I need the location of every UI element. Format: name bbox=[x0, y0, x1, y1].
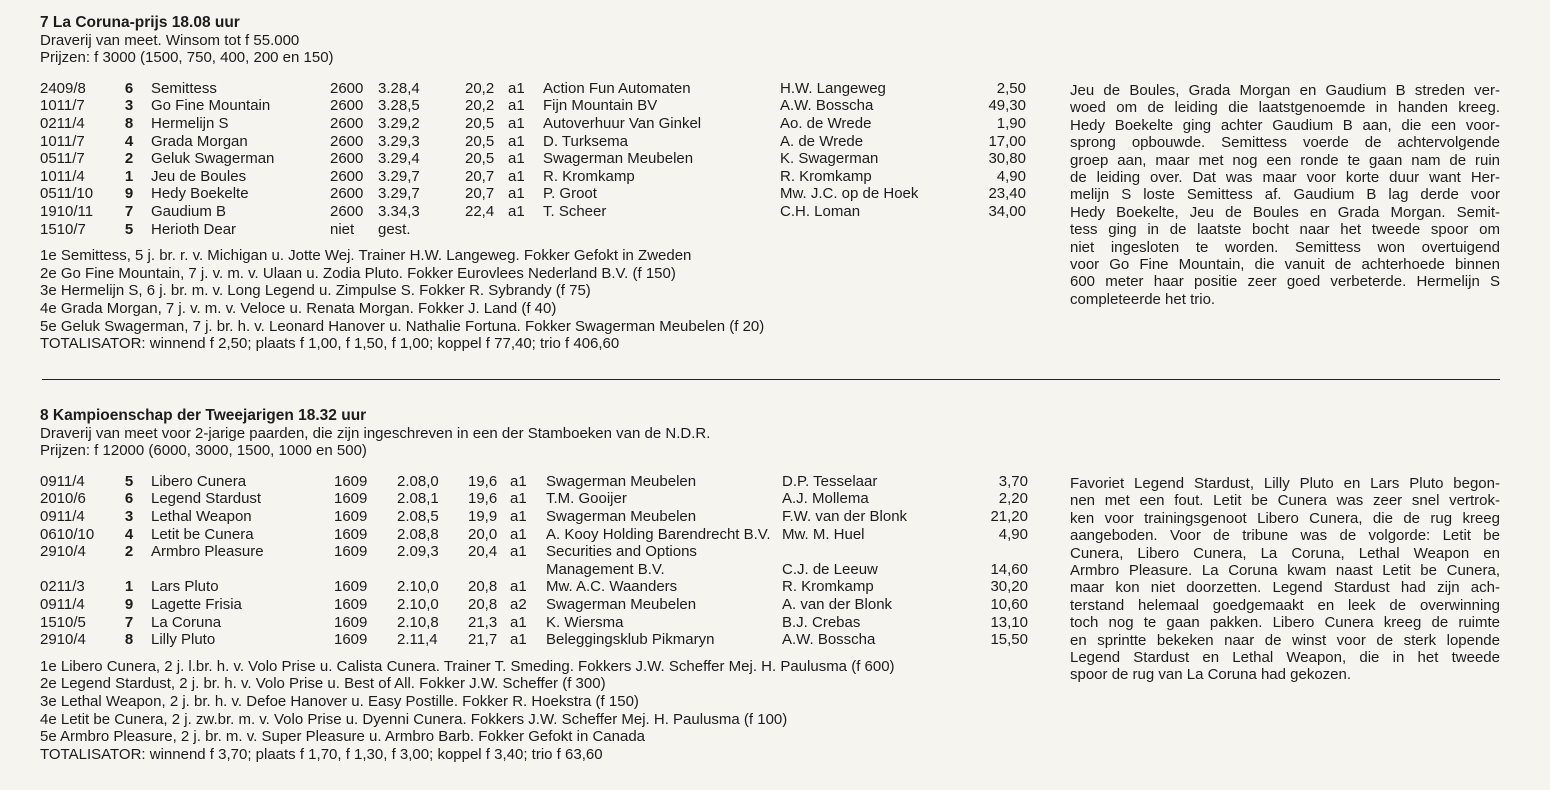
cell-cls: a2 bbox=[510, 595, 527, 613]
cell-horse: Jeu de Boules bbox=[151, 167, 247, 185]
cell-km: 22,4 bbox=[465, 202, 495, 220]
cell-time: 2.08,1 bbox=[397, 490, 439, 508]
report-line: Cunera, Libero Cunera, La Coruna, Lethal Weapon en bbox=[1070, 544, 1500, 562]
cell-odds: 49,30 bbox=[988, 97, 1026, 115]
cell-odds: 21,20 bbox=[990, 507, 1028, 525]
cell-horse: La Coruna bbox=[151, 613, 222, 631]
cell-driver: F.W. van der Blonk bbox=[782, 507, 908, 525]
race-report bbox=[1070, 82, 1500, 308]
cell-cls: a1 bbox=[510, 578, 527, 596]
cell-odds: 13,10 bbox=[990, 613, 1028, 631]
cell-km: 20,5 bbox=[465, 132, 495, 150]
cell-horse: Hedy Boekelte bbox=[151, 185, 249, 203]
cell-num: 7 bbox=[124, 202, 134, 220]
cell-time: 3.29,7 bbox=[378, 185, 420, 203]
cell-horse: Hermelijn S bbox=[151, 114, 229, 132]
cell-time: 3.28,4 bbox=[378, 79, 420, 97]
cell-cls: a1 bbox=[510, 631, 527, 649]
cell-horse: Semittess bbox=[151, 79, 217, 97]
cell-horse: Herioth Dear bbox=[151, 220, 237, 238]
cell-owner: Mw. A.C. Waanders bbox=[546, 578, 678, 596]
cell-time: 3.29,7 bbox=[378, 167, 420, 185]
cell-cls: a1 bbox=[508, 150, 525, 168]
cell-code: 1910/11 bbox=[40, 202, 94, 220]
cell-code: 1011/7 bbox=[40, 132, 85, 150]
cell-odds: 1,90 bbox=[996, 114, 1026, 132]
cell-time: 2.10,0 bbox=[397, 595, 439, 613]
cell-code: 0911/4 bbox=[40, 595, 85, 613]
cell-time: 2.08,8 bbox=[397, 525, 439, 543]
cell-cls: a1 bbox=[510, 507, 527, 525]
cell-driver: R. Kromkamp bbox=[780, 167, 872, 185]
cell-km: 20,8 bbox=[468, 578, 498, 596]
cell-owner: T.M. Gooijer bbox=[546, 490, 627, 508]
cell-num: 3 bbox=[124, 97, 134, 115]
cell-time: 2.10,8 bbox=[397, 613, 439, 631]
race-report bbox=[1070, 475, 1500, 684]
cell-horse: Grada Morgan bbox=[151, 132, 248, 150]
cell-km: 20,5 bbox=[465, 150, 495, 168]
cell-time: 2.08,0 bbox=[397, 472, 439, 490]
cell-odds: 23,40 bbox=[988, 185, 1026, 203]
cell-driver: A.J. Mollema bbox=[782, 490, 869, 508]
cell-km: 19,6 bbox=[468, 490, 498, 508]
cell-owner: A. Kooy Holding Barendrecht B.V. bbox=[546, 525, 771, 543]
cell-owner: T. Scheer bbox=[543, 202, 607, 220]
cell-time: 3.29,3 bbox=[378, 132, 420, 150]
race-subtitle: Draverij van meet voor 2-jarige paarden, die zijn ingeschreven in een der Stamboeken van de N.D.R. bbox=[40, 424, 711, 442]
report-line: terstand helemaal goedgemaakt en leek de overwinning bbox=[1070, 596, 1500, 614]
cell-dist: 2600 bbox=[330, 167, 364, 185]
race-prizes: Prijzen: f 3000 (1500, 750, 400, 200 en 150) bbox=[40, 49, 334, 67]
cell-num: 2 bbox=[124, 543, 134, 561]
cell-owner: Beleggingsklub Pikmaryn bbox=[546, 631, 715, 649]
cell-km: 19,9 bbox=[468, 507, 498, 525]
race-prizes: Prijzen: f 12000 (6000, 3000, 1500, 1000 en 500) bbox=[40, 442, 367, 460]
cell-km: 21,3 bbox=[468, 613, 498, 631]
cell-driver: A. van der Blonk bbox=[782, 595, 893, 613]
cell-code: 1011/4 bbox=[40, 167, 85, 185]
cell-num: 3 bbox=[124, 507, 134, 525]
cell-dist: 1609 bbox=[334, 595, 368, 613]
cell-horse: Legend Stardust bbox=[151, 490, 262, 508]
cell-num: 4 bbox=[124, 132, 134, 150]
report-line: Hedy Boekelte, Jeu de Boules en Grada Morgan. Semit- bbox=[1070, 203, 1500, 221]
cell-horse: Lilly Pluto bbox=[151, 631, 216, 649]
report-line: maar kon niet doorzetten. Legend Stardust had zijn ach- bbox=[1070, 579, 1500, 597]
cell-km: 20,2 bbox=[465, 79, 495, 97]
cell-dist: 2600 bbox=[330, 97, 364, 115]
cell-driver: C.H. Loman bbox=[780, 202, 861, 220]
cell-dist: 1609 bbox=[334, 472, 368, 490]
cell-code: 2409/8 bbox=[40, 79, 86, 97]
cell-owner: Swagerman Meubelen bbox=[543, 150, 694, 168]
cell-cls: a1 bbox=[508, 167, 525, 185]
cell-code: 1510/5 bbox=[40, 613, 86, 631]
cell-dist: 2600 bbox=[330, 185, 364, 203]
cell-horse: Lars Pluto bbox=[151, 578, 219, 596]
cell-num: 1 bbox=[124, 578, 134, 596]
cell-km: 20,5 bbox=[465, 114, 495, 132]
cell-km: 20,2 bbox=[465, 97, 495, 115]
report-line: groep aan, maar met nog een ronde te gaan nam de ruin bbox=[1070, 151, 1500, 169]
cell-num: 4 bbox=[124, 525, 134, 543]
cell-dist: 2600 bbox=[330, 202, 364, 220]
cell-driver: K. Swagerman bbox=[780, 150, 879, 168]
race-8-section bbox=[40, 407, 1510, 763]
cell-odds: 2,50 bbox=[996, 79, 1026, 97]
cell-dist: 2600 bbox=[330, 150, 364, 168]
cell-odds: 14,60 bbox=[990, 560, 1028, 578]
cell-horse: Lethal Weapon bbox=[151, 507, 252, 525]
report-line: spoor de rug van La Coruna had gekozen. bbox=[1070, 666, 1352, 684]
cell-dist: 1609 bbox=[334, 543, 368, 561]
cell-km: 20,7 bbox=[465, 167, 495, 185]
cell-odds: 15,50 bbox=[990, 631, 1028, 649]
cell-horse: Go Fine Mountain bbox=[151, 97, 271, 115]
cell-driver: Ao. de Wrede bbox=[780, 114, 872, 132]
result-line: 3e Hermelijn S, 6 j. br. m. v. Long Legend u. Zimpulse S. Fokker R. Sybrandy (f 75) bbox=[40, 282, 591, 300]
result-line: 1e Semittess, 5 j. br. r. v. Michigan u. Jotte Wej. Trainer H.W. Langeweg. Fokker Gefokt in Zweden bbox=[40, 247, 692, 265]
report-line: Hedy Boekelte ging achter Gaudium B aan, die een voor- bbox=[1070, 116, 1500, 134]
cell-code: 0511/7 bbox=[40, 150, 85, 168]
cell-code: 1510/7 bbox=[40, 220, 86, 238]
cell-driver: Mw. J.C. op de Hoek bbox=[780, 185, 919, 203]
cell-odds: 3,70 bbox=[998, 472, 1028, 490]
cell-dist: niet bbox=[330, 220, 355, 238]
cell-dist: 1609 bbox=[334, 631, 368, 649]
cell-code: 1011/7 bbox=[40, 97, 85, 115]
cell-owner: Autoverhuur Van Ginkel bbox=[543, 114, 702, 132]
cell-owner: K. Wiersma bbox=[546, 613, 624, 631]
cell-num: 6 bbox=[124, 79, 134, 97]
cell-num: 5 bbox=[124, 472, 134, 490]
section-divider bbox=[42, 379, 1500, 380]
cell-time: 2.08,5 bbox=[397, 507, 439, 525]
cell-driver: R. Kromkamp bbox=[782, 578, 874, 596]
cell-horse: Geluk Swagerman bbox=[151, 150, 275, 168]
report-line: woed om de leiding die laatstgenoemde in handen kreeg. bbox=[1070, 99, 1500, 117]
cell-dist: 2600 bbox=[330, 79, 364, 97]
cell-cls: a1 bbox=[508, 132, 525, 150]
cell-time: gest. bbox=[378, 220, 411, 238]
report-line: melijn S loste Semittess af. Gaudium B lag derde voor bbox=[1070, 186, 1500, 204]
race-7-section bbox=[40, 14, 1510, 353]
report-line: toch nog te gaan pakken. Libero Cunera kreeg de ruimte bbox=[1070, 614, 1500, 632]
cell-horse: Letit be Cunera bbox=[151, 525, 254, 543]
cell-cls: a1 bbox=[510, 525, 527, 543]
cell-code: 2910/4 bbox=[40, 631, 86, 649]
cell-time: 3.28,5 bbox=[378, 97, 420, 115]
cell-time: 2.11,4 bbox=[397, 631, 438, 649]
cell-km: 20,7 bbox=[465, 185, 495, 203]
result-line: TOTALISATOR: winnend f 2,50; plaats f 1,00, f 1,50, f 1,00; koppel f 77,40; trio f 406,60 bbox=[40, 335, 620, 353]
cell-driver: D.P. Tesselaar bbox=[782, 472, 878, 490]
race-title: 8 Kampioenschap der Tweejarigen 18.32 uur bbox=[40, 407, 367, 424]
cell-driver: A. de Wrede bbox=[780, 132, 864, 150]
cell-driver: C.J. de Leeuw bbox=[782, 560, 878, 578]
cell-owner: Fijn Mountain BV bbox=[543, 97, 658, 115]
report-line: ken voor trainingsgenoot Libero Cunera, die de rug kreeg bbox=[1070, 509, 1500, 527]
cell-time: 2.09,3 bbox=[397, 543, 439, 561]
report-line: Favoriet Legend Stardust, Lilly Pluto en Lars Pluto begon- bbox=[1070, 475, 1500, 492]
cell-owner: Securities and Options bbox=[546, 543, 697, 561]
report-line: Jeu de Boules, Grada Morgan en Gaudium B streden ver- bbox=[1070, 82, 1500, 99]
result-line: 4e Letit be Cunera, 2 j. zw.br. m. v. Volo Prise u. Dyenni Cunera. Fokkers J.W. Scheffer Mej. H. Paulusma (f 100) bbox=[40, 710, 788, 728]
result-line: 2e Legend Stardust, 2 j. br. h. v. Volo Prise u. Best of All. Fokker J.W. Scheffer (f 300) bbox=[40, 675, 606, 693]
cell-code: 2910/4 bbox=[40, 543, 86, 561]
cell-dist: 2600 bbox=[330, 114, 364, 132]
cell-code: 0911/4 bbox=[40, 472, 85, 490]
cell-num: 5 bbox=[124, 220, 134, 238]
cell-dist: 1609 bbox=[334, 507, 368, 525]
cell-cls: a1 bbox=[510, 472, 527, 490]
cell-horse: Armbro Pleasure bbox=[151, 543, 264, 561]
report-line: tess ging in de laatste bocht naar het tweede spoor om bbox=[1070, 221, 1500, 239]
cell-code: 0211/3 bbox=[40, 578, 85, 596]
report-line: nen met een fout. Letit be Cunera was zeer snel vertrok- bbox=[1070, 492, 1500, 510]
cell-owner: P. Groot bbox=[543, 185, 597, 203]
report-line: 600 meter haar positie zeer goed verbeterde. Hermelijn S bbox=[1070, 273, 1500, 291]
cell-time: 3.34,3 bbox=[378, 202, 420, 220]
result-line: 3e Lethal Weapon, 2 j. br. h. v. Defoe Hanover u. Easy Postille. Fokker R. Hoekstra (f 150) bbox=[40, 692, 639, 710]
result-line: 1e Libero Cunera, 2 j. l.br. h. v. Volo Prise u. Calista Cunera. Trainer T. Smeding. Fokkers J.W. Scheffer Mej. H. Paulusma (f 600) bbox=[40, 657, 895, 675]
cell-num: 2 bbox=[124, 150, 134, 168]
cell-owner: D. Turksema bbox=[543, 132, 629, 150]
cell-num: 6 bbox=[124, 490, 134, 508]
race-title: 7 La Coruna-prijs 18.08 uur bbox=[40, 14, 240, 31]
cell-owner: Swagerman Meubelen bbox=[546, 507, 697, 525]
cell-odds: 17,00 bbox=[988, 132, 1026, 150]
cell-owner: Swagerman Meubelen bbox=[546, 472, 697, 490]
report-line: Legend Stardust en Lethal Weapon, die in het tweede bbox=[1070, 649, 1500, 667]
result-line: 2e Go Fine Mountain, 7 j. v. m. v. Ulaan u. Zodia Pluto. Fokker Eurovlees Nederland B.V. (f 150) bbox=[40, 264, 676, 282]
cell-horse: Gaudium B bbox=[151, 202, 227, 220]
cell-driver: H.W. Langeweg bbox=[780, 79, 886, 97]
cell-cls: a1 bbox=[508, 97, 525, 115]
cell-code: 0610/10 bbox=[40, 525, 95, 543]
cell-odds: 34,00 bbox=[988, 202, 1026, 220]
cell-driver: A.W. Bosscha bbox=[780, 97, 874, 115]
cell-dist: 1609 bbox=[334, 613, 368, 631]
report-line: aangeboden. Voor de tribune was de volgorde: Letit be bbox=[1070, 527, 1500, 545]
cell-odds: 2,20 bbox=[998, 490, 1028, 508]
report-line: en sprintte bekeken naar de winst voor de sterk lopende bbox=[1070, 631, 1500, 649]
cell-code: 0211/4 bbox=[40, 114, 85, 132]
cell-cls: a1 bbox=[508, 185, 525, 203]
cell-cls: a1 bbox=[510, 543, 527, 561]
cell-dist: 2600 bbox=[330, 132, 364, 150]
report-line: Armbro Pleasure. La Coruna kwam naast Letit be Cunera, bbox=[1070, 562, 1500, 580]
cell-driver: B.J. Crebas bbox=[782, 613, 861, 631]
cell-owner: Management B.V. bbox=[546, 560, 665, 578]
cell-owner: Swagerman Meubelen bbox=[546, 595, 697, 613]
cell-owner: Action Fun Automaten bbox=[543, 79, 691, 97]
cell-num: 1 bbox=[124, 167, 134, 185]
cell-time: 2.10,0 bbox=[397, 578, 439, 596]
cell-num: 7 bbox=[124, 613, 134, 631]
cell-time: 3.29,4 bbox=[378, 150, 420, 168]
cell-odds: 4,90 bbox=[996, 167, 1026, 185]
cell-cls: a1 bbox=[508, 114, 525, 132]
cell-num: 9 bbox=[124, 595, 134, 613]
cell-cls: a1 bbox=[510, 490, 527, 508]
cell-driver: Mw. M. Huel bbox=[782, 525, 865, 543]
result-line: 4e Grada Morgan, 7 j. v. m. v. Veloce u. Renata Morgan. Fokker J. Land (f 40) bbox=[40, 299, 557, 317]
cell-code: 0511/10 bbox=[40, 185, 94, 203]
cell-num: 9 bbox=[124, 185, 134, 203]
report-line: sprong opbouwde. Semittess voerde de achtervolgende bbox=[1070, 134, 1500, 152]
cell-dist: 1609 bbox=[334, 578, 368, 596]
result-line: 5e Geluk Swagerman, 7 j. br. h. v. Leonard Hanover u. Nathalie Fortuna. Fokker Swagerman Meubelen (f 20) bbox=[40, 317, 765, 335]
cell-km: 20,0 bbox=[468, 525, 498, 543]
cell-km: 19,6 bbox=[468, 472, 498, 490]
cell-cls: a1 bbox=[510, 613, 527, 631]
cell-km: 20,8 bbox=[468, 595, 498, 613]
report-line: de leiding over. Dat was maar voor korte duur want Her- bbox=[1070, 169, 1500, 187]
cell-odds: 10,60 bbox=[990, 595, 1028, 613]
report-line: completeerde het trio. bbox=[1070, 290, 1216, 308]
cell-cls: a1 bbox=[508, 79, 525, 97]
cell-num: 8 bbox=[124, 631, 134, 649]
result-line: TOTALISATOR: winnend f 3,70; plaats f 1,70, f 1,30, f 3,00; koppel f 3,40; trio f 63,60 bbox=[40, 745, 603, 763]
cell-code: 2010/6 bbox=[40, 490, 86, 508]
cell-code: 0911/4 bbox=[40, 507, 85, 525]
cell-km: 21,7 bbox=[468, 631, 498, 649]
cell-odds: 4,90 bbox=[998, 525, 1028, 543]
report-line: niet ingesloten te worden. Semittess won overtuigend bbox=[1070, 238, 1500, 256]
cell-cls: a1 bbox=[508, 202, 525, 220]
cell-dist: 1609 bbox=[334, 525, 368, 543]
cell-horse: Libero Cunera bbox=[151, 472, 247, 490]
cell-dist: 1609 bbox=[334, 490, 368, 508]
cell-num: 8 bbox=[124, 114, 134, 132]
cell-owner: R. Kromkamp bbox=[543, 167, 635, 185]
cell-odds: 30,20 bbox=[990, 578, 1028, 596]
race-subtitle: Draverij van meet. Winsom tot f 55.000 bbox=[40, 31, 300, 49]
cell-km: 20,4 bbox=[468, 543, 498, 561]
cell-time: 3.29,2 bbox=[378, 114, 420, 132]
cell-horse: Lagette Frisia bbox=[151, 595, 242, 613]
report-line: voor Go Fine Mountain, die vanuit de achterhoede binnen bbox=[1070, 256, 1500, 274]
result-line: 5e Armbro Pleasure, 2 j. br. m. v. Super Pleasure u. Armbro Barb. Fokker Gefokt in Canada bbox=[40, 728, 646, 746]
cell-driver: A.W. Bosscha bbox=[782, 631, 876, 649]
cell-odds: 30,80 bbox=[988, 150, 1026, 168]
